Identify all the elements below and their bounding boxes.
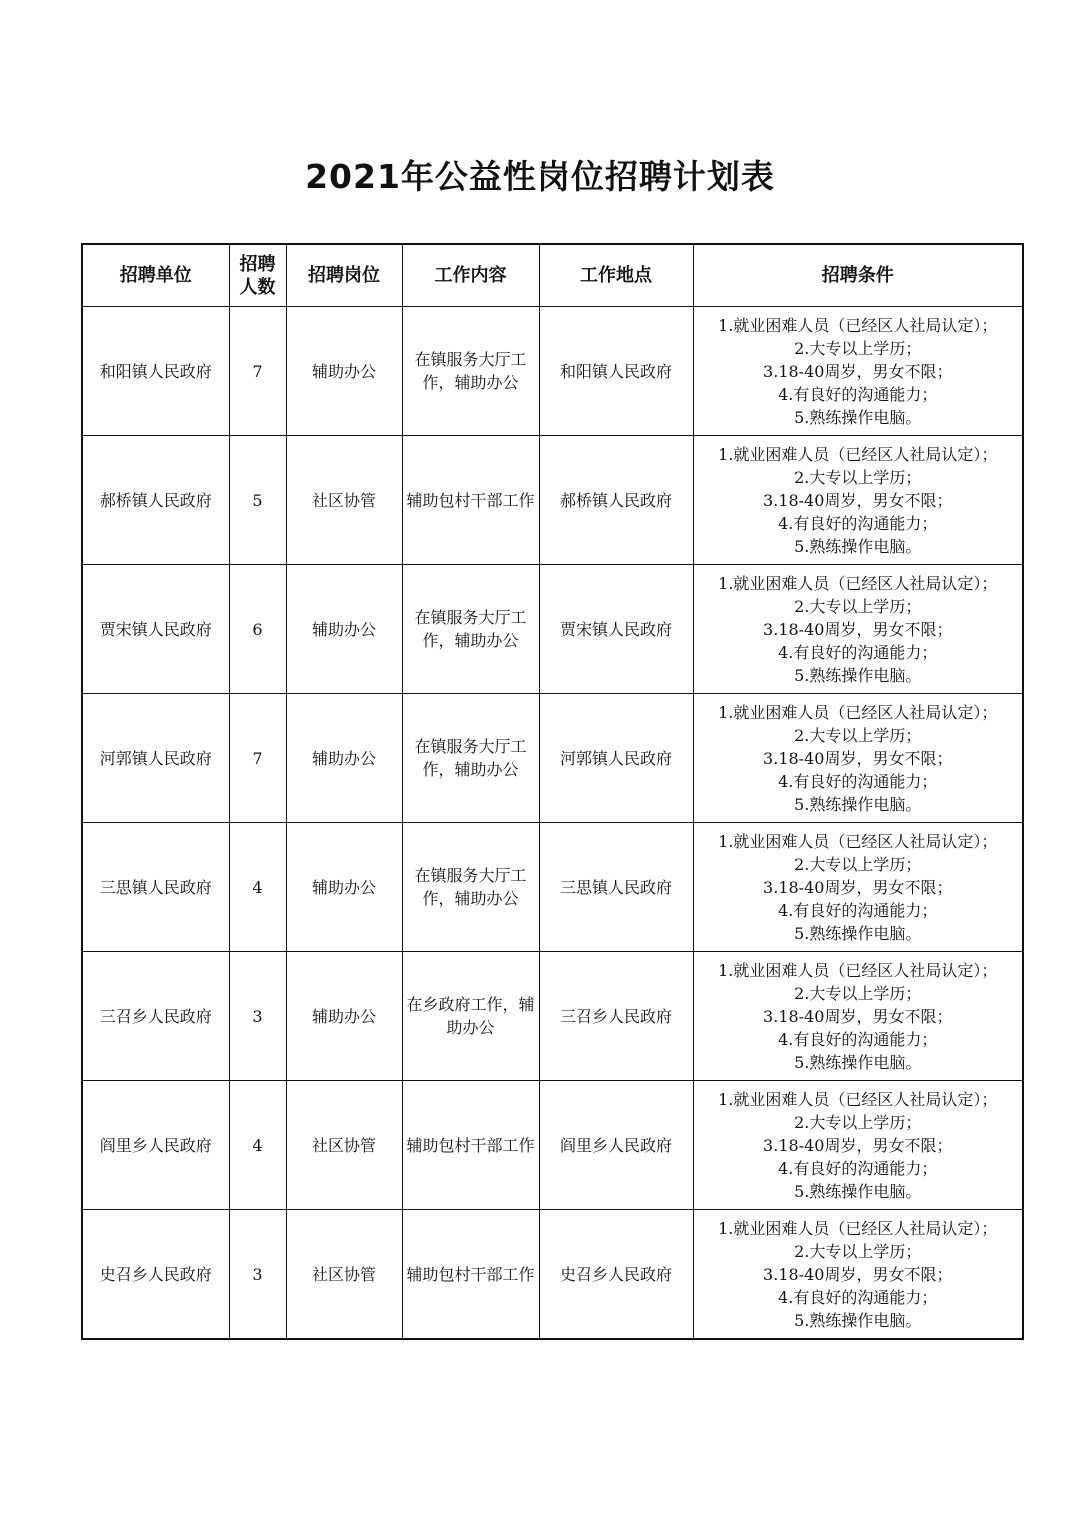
requirement-item: 1.就业困难人员（已经区人社局认定）； — [718, 1089, 998, 1109]
header-requirements: 招聘条件 — [693, 244, 1023, 307]
cell-requirements — [693, 307, 1023, 436]
cell-count: 7 — [229, 694, 286, 823]
requirement-item: 3.18-40周岁，男女不限； — [763, 748, 953, 768]
cell-location: 贾宋镇人民政府 — [539, 565, 693, 694]
cell-unit: 郝桥镇人民政府 — [82, 436, 229, 565]
requirement-item: 2.大专以上学历； — [794, 854, 922, 874]
table-row — [82, 565, 1023, 694]
cell-unit: 史召乡人民政府 — [82, 1210, 229, 1340]
cell-requirements — [693, 1081, 1023, 1210]
requirement-item: 1.就业困难人员（已经区人社局认定）； — [718, 1218, 998, 1238]
table-row — [82, 1210, 1023, 1340]
requirement-item: 2.大专以上学历； — [794, 725, 922, 745]
requirement-item: 3.18-40周岁，男女不限； — [763, 1264, 953, 1284]
requirement-item: 2.大专以上学历； — [794, 467, 922, 487]
cell-requirements — [693, 1210, 1023, 1340]
cell-requirements — [693, 952, 1023, 1081]
table-row — [82, 1081, 1023, 1210]
requirement-item: 5.熟练操作电脑。 — [794, 536, 922, 556]
cell-count: 3 — [229, 952, 286, 1081]
recruitment-plan-table — [81, 243, 1024, 1340]
table-row — [82, 436, 1023, 565]
cell-content: 在乡政府工作，辅助办公 — [402, 952, 539, 1081]
header-content: 工作内容 — [402, 244, 539, 307]
requirement-item: 4.有良好的沟通能力； — [778, 513, 938, 533]
cell-count: 5 — [229, 436, 286, 565]
cell-count: 4 — [229, 1081, 286, 1210]
requirement-item: 3.18-40周岁，男女不限； — [763, 490, 953, 510]
table-row — [82, 307, 1023, 436]
cell-unit: 三召乡人民政府 — [82, 952, 229, 1081]
cell-position: 社区协管 — [286, 1081, 402, 1210]
requirement-item: 5.熟练操作电脑。 — [794, 923, 922, 943]
cell-count: 7 — [229, 307, 286, 436]
cell-position: 辅助办公 — [286, 694, 402, 823]
cell-position: 辅助办公 — [286, 823, 402, 952]
requirement-item: 1.就业困难人员（已经区人社局认定）； — [718, 315, 998, 335]
cell-content: 辅助包村干部工作 — [402, 436, 539, 565]
header-location: 工作地点 — [539, 244, 693, 307]
cell-requirements — [693, 694, 1023, 823]
cell-location: 三召乡人民政府 — [539, 952, 693, 1081]
cell-count: 3 — [229, 1210, 286, 1340]
requirement-item: 3.18-40周岁，男女不限； — [763, 877, 953, 897]
cell-content: 辅助包村干部工作 — [402, 1081, 539, 1210]
requirement-item: 2.大专以上学历； — [794, 1241, 922, 1261]
cell-content: 辅助包村干部工作 — [402, 1210, 539, 1340]
table-body — [82, 307, 1023, 1340]
header-row — [82, 244, 1023, 307]
cell-position: 辅助办公 — [286, 307, 402, 436]
cell-content: 在镇服务大厅工作，辅助办公 — [402, 307, 539, 436]
cell-unit: 阎里乡人民政府 — [82, 1081, 229, 1210]
header-count-line2: 人数 — [239, 276, 276, 298]
requirement-item: 1.就业困难人员（已经区人社局认定）； — [718, 702, 998, 722]
requirement-item: 4.有良好的沟通能力； — [778, 771, 938, 791]
header-count — [229, 244, 286, 307]
requirement-item: 3.18-40周岁，男女不限； — [763, 1135, 953, 1155]
header-position: 招聘岗位 — [286, 244, 402, 307]
cell-count: 4 — [229, 823, 286, 952]
header-count-line1: 招聘 — [239, 253, 276, 275]
requirement-item: 3.18-40周岁，男女不限； — [763, 361, 953, 381]
cell-unit: 和阳镇人民政府 — [82, 307, 229, 436]
requirement-item: 4.有良好的沟通能力； — [778, 384, 938, 404]
requirement-item: 1.就业困难人员（已经区人社局认定）； — [718, 444, 998, 464]
cell-location: 史召乡人民政府 — [539, 1210, 693, 1340]
requirement-item: 4.有良好的沟通能力； — [778, 642, 938, 662]
requirement-item: 5.熟练操作电脑。 — [794, 1052, 922, 1072]
requirement-item: 5.熟练操作电脑。 — [794, 665, 922, 685]
requirement-item: 5.熟练操作电脑。 — [794, 794, 922, 814]
requirement-item: 4.有良好的沟通能力； — [778, 900, 938, 920]
requirement-item: 4.有良好的沟通能力； — [778, 1029, 938, 1049]
requirement-item: 1.就业困难人员（已经区人社局认定）； — [718, 573, 998, 593]
cell-position: 社区协管 — [286, 1210, 402, 1340]
cell-position: 社区协管 — [286, 436, 402, 565]
table-row — [82, 952, 1023, 1081]
requirement-item: 3.18-40周岁，男女不限； — [763, 619, 953, 639]
requirement-item: 2.大专以上学历； — [794, 596, 922, 616]
cell-location: 河郭镇人民政府 — [539, 694, 693, 823]
cell-unit: 贾宋镇人民政府 — [82, 565, 229, 694]
cell-requirements — [693, 565, 1023, 694]
cell-location: 三思镇人民政府 — [539, 823, 693, 952]
cell-position: 辅助办公 — [286, 952, 402, 1081]
requirement-item: 2.大专以上学历； — [794, 338, 922, 358]
requirement-item: 1.就业困难人员（已经区人社局认定）； — [718, 960, 998, 980]
requirement-item: 2.大专以上学历； — [794, 983, 922, 1003]
requirement-item: 2.大专以上学历； — [794, 1112, 922, 1132]
cell-count: 6 — [229, 565, 286, 694]
cell-content: 在镇服务大厅工作，辅助办公 — [402, 694, 539, 823]
requirement-item: 5.熟练操作电脑。 — [794, 1181, 922, 1201]
cell-location: 和阳镇人民政府 — [539, 307, 693, 436]
cell-content: 在镇服务大厅工作，辅助办公 — [402, 565, 539, 694]
requirement-item: 4.有良好的沟通能力； — [778, 1158, 938, 1178]
document-title: 2021年公益性岗位招聘计划表 — [305, 157, 775, 196]
cell-position: 辅助办公 — [286, 565, 402, 694]
requirement-item: 3.18-40周岁，男女不限； — [763, 1006, 953, 1026]
cell-unit: 三思镇人民政府 — [82, 823, 229, 952]
header-unit: 招聘单位 — [82, 244, 229, 307]
cell-location: 郝桥镇人民政府 — [539, 436, 693, 565]
table-row — [82, 823, 1023, 952]
cell-requirements — [693, 823, 1023, 952]
cell-requirements — [693, 436, 1023, 565]
cell-unit: 河郭镇人民政府 — [82, 694, 229, 823]
cell-location: 阎里乡人民政府 — [539, 1081, 693, 1210]
requirement-item: 4.有良好的沟通能力； — [778, 1287, 938, 1307]
cell-content: 在镇服务大厅工作，辅助办公 — [402, 823, 539, 952]
requirement-item: 1.就业困难人员（已经区人社局认定）； — [718, 831, 998, 851]
requirement-item: 5.熟练操作电脑。 — [794, 407, 922, 427]
table-row — [82, 694, 1023, 823]
requirement-item: 5.熟练操作电脑。 — [794, 1310, 922, 1330]
